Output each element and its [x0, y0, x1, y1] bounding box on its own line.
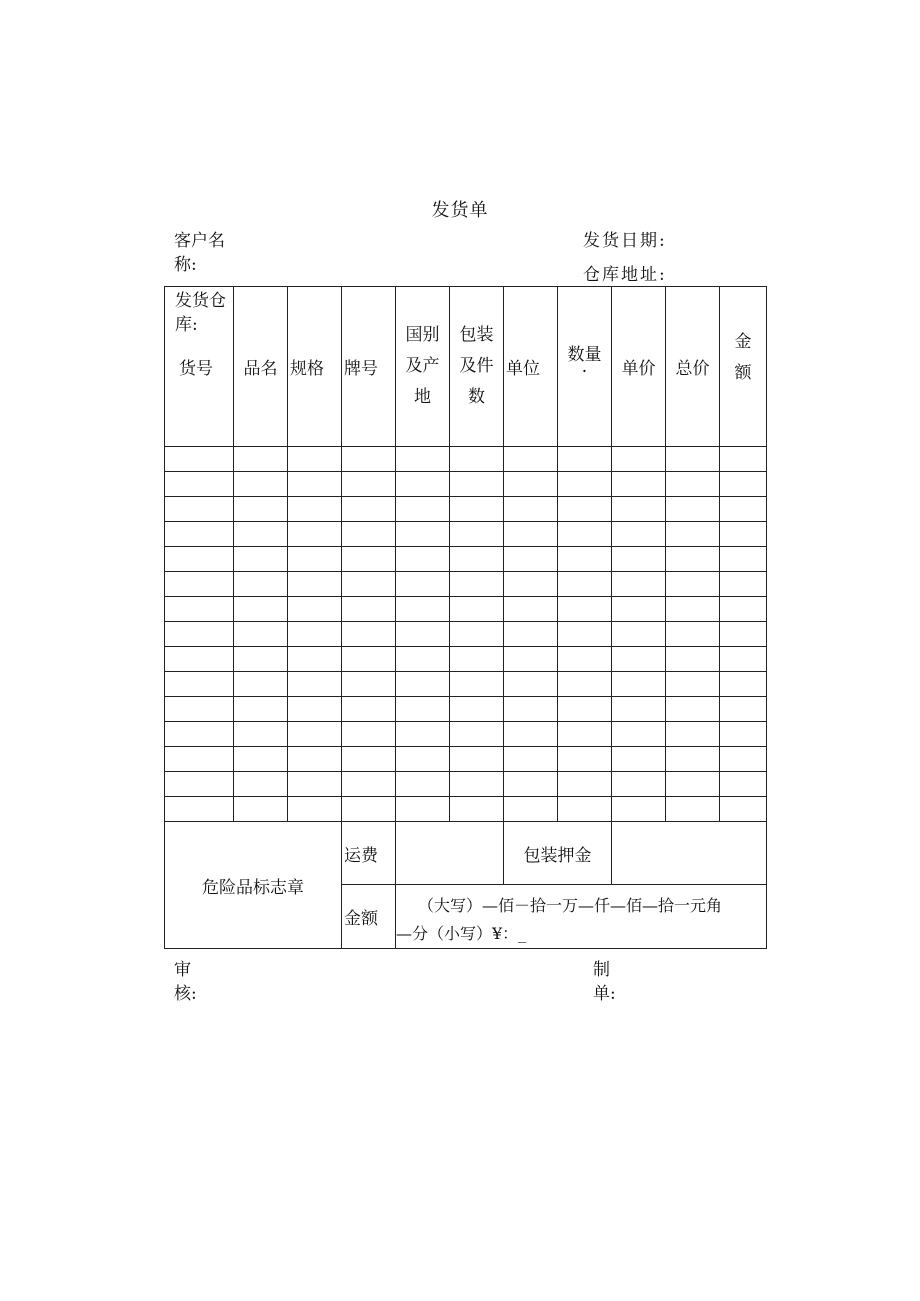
packaging-deposit-label: 包装押金 — [504, 822, 612, 885]
table-cell[interactable] — [396, 722, 450, 747]
table-cell[interactable] — [396, 597, 450, 622]
table-cell[interactable] — [666, 447, 720, 472]
col-origin-line-3: 地 — [414, 387, 431, 407]
table-cell[interactable] — [720, 722, 767, 747]
table-cell[interactable] — [450, 447, 504, 472]
table-cell[interactable] — [666, 747, 720, 772]
amount-label-cell — [342, 885, 396, 949]
table-cell[interactable] — [558, 447, 612, 472]
col-quantity-label: 数量 — [567, 345, 602, 365]
table-cell[interactable] — [234, 547, 288, 572]
table-cell[interactable] — [612, 597, 666, 622]
table-cell[interactable] — [612, 522, 666, 547]
table-cell[interactable] — [165, 597, 234, 622]
table-cell[interactable] — [288, 797, 342, 822]
table-cell[interactable] — [234, 497, 288, 522]
table-cell[interactable] — [165, 747, 234, 772]
table-cell[interactable] — [558, 772, 612, 797]
table-cell[interactable] — [396, 672, 450, 697]
table-cell[interactable] — [288, 747, 342, 772]
table-cell[interactable] — [558, 647, 612, 672]
table-cell[interactable] — [504, 597, 558, 622]
table-cell[interactable] — [504, 522, 558, 547]
col-quantity-mark: · — [581, 362, 588, 382]
col-amount-line-2: 额 — [734, 362, 752, 383]
table-cell[interactable] — [342, 497, 396, 522]
table-cell[interactable] — [396, 797, 450, 822]
table-cell[interactable] — [666, 672, 720, 697]
table-cell[interactable] — [450, 772, 504, 797]
table-cell[interactable] — [288, 472, 342, 497]
table-cell[interactable] — [450, 747, 504, 772]
table-cell[interactable] — [720, 447, 767, 472]
table-row — [165, 522, 767, 547]
table-cell[interactable] — [165, 697, 234, 722]
table-cell[interactable] — [234, 622, 288, 647]
table-cell[interactable] — [342, 647, 396, 672]
table-cell[interactable] — [666, 697, 720, 722]
table-cell[interactable] — [342, 447, 396, 472]
table-cell[interactable] — [558, 572, 612, 597]
col-unit — [504, 287, 558, 447]
table-row — [165, 647, 767, 672]
table-cell[interactable] — [450, 472, 504, 497]
table-cell[interactable] — [165, 722, 234, 747]
table-cell[interactable] — [342, 472, 396, 497]
col-spec-label: 规格 — [290, 359, 324, 379]
table-cell[interactable] — [234, 597, 288, 622]
table-cell[interactable] — [165, 497, 234, 522]
table-row — [165, 497, 767, 522]
table-cell[interactable] — [288, 772, 342, 797]
table-cell[interactable] — [342, 747, 396, 772]
table-cell[interactable] — [396, 622, 450, 647]
freight-label: 运费 — [344, 845, 378, 866]
packaging-deposit-value — [612, 822, 767, 885]
freight-label-cell — [342, 822, 396, 885]
table-cell[interactable] — [558, 597, 612, 622]
table-cell[interactable] — [450, 697, 504, 722]
table-cell[interactable] — [396, 472, 450, 497]
table-cell[interactable] — [288, 697, 342, 722]
col-total-price: 总价 — [666, 287, 720, 447]
table-cell[interactable] — [450, 497, 504, 522]
table-cell[interactable] — [165, 472, 234, 497]
table-cell[interactable] — [165, 522, 234, 547]
amount-words-cell — [396, 885, 767, 949]
table-cell[interactable] — [558, 697, 612, 722]
document-title: 发货单 — [431, 200, 489, 221]
table-cell[interactable] — [720, 572, 767, 597]
table-cell[interactable] — [720, 597, 767, 622]
table-cell[interactable] — [450, 647, 504, 672]
col-amount — [720, 287, 767, 447]
table-cell[interactable] — [396, 447, 450, 472]
col-unit-label: 单位 — [506, 359, 540, 379]
col-brand-label: 牌号 — [344, 359, 378, 379]
table-cell[interactable] — [234, 697, 288, 722]
col-packaging-line-3: 数 — [468, 387, 485, 407]
table-cell[interactable] — [396, 772, 450, 797]
shipment-table — [164, 286, 767, 949]
warehouse-address-label: 仓库地址: — [583, 265, 667, 285]
col-packaging-line-1: 包装 — [459, 325, 494, 345]
table-cell[interactable] — [165, 447, 234, 472]
table-cell[interactable] — [612, 672, 666, 697]
table-row — [165, 547, 767, 572]
table-cell[interactable] — [288, 572, 342, 597]
amount-in-words: （大写）—佰－拾一万—仟—佰—拾一元角 — [418, 896, 723, 915]
table-cell[interactable] — [504, 672, 558, 697]
table-cell[interactable] — [612, 547, 666, 572]
table-cell[interactable] — [720, 472, 767, 497]
table-row — [165, 772, 767, 797]
table-cell[interactable] — [396, 547, 450, 572]
review-label: 审核: — [174, 960, 197, 1004]
table-cell[interactable] — [342, 622, 396, 647]
table-cell[interactable] — [450, 547, 504, 572]
table-cell[interactable] — [234, 472, 288, 497]
table-cell[interactable] — [612, 747, 666, 772]
table-cell[interactable] — [558, 497, 612, 522]
col-brand — [342, 287, 396, 447]
table-cell[interactable] — [612, 772, 666, 797]
table-row — [165, 697, 767, 722]
table-cell[interactable] — [720, 497, 767, 522]
col-origin-line-2: 及产 — [405, 356, 440, 376]
table-cell[interactable] — [504, 722, 558, 747]
table-cell[interactable] — [666, 772, 720, 797]
table-cell[interactable] — [234, 522, 288, 547]
table-cell[interactable] — [720, 522, 767, 547]
table-cell[interactable] — [504, 797, 558, 822]
table-cell[interactable] — [558, 547, 612, 572]
table-cell[interactable] — [612, 497, 666, 522]
table-cell[interactable] — [234, 722, 288, 747]
hazard-stamp-label: 危险品标志章 — [202, 877, 304, 898]
table-cell[interactable] — [288, 522, 342, 547]
table-cell[interactable] — [165, 547, 234, 572]
freight-row — [165, 822, 767, 885]
table-row — [165, 597, 767, 622]
table-cell[interactable] — [450, 597, 504, 622]
table-row — [165, 447, 767, 472]
table-row — [165, 747, 767, 772]
table-cell[interactable] — [558, 472, 612, 497]
table-cell[interactable] — [612, 722, 666, 747]
table-cell[interactable] — [288, 722, 342, 747]
table-cell[interactable] — [612, 622, 666, 647]
table-row — [165, 622, 767, 647]
table-cell[interactable] — [720, 797, 767, 822]
table-cell[interactable] — [288, 647, 342, 672]
table-cell[interactable] — [396, 572, 450, 597]
table-cell[interactable] — [396, 697, 450, 722]
table-cell[interactable] — [666, 572, 720, 597]
table-cell[interactable] — [450, 622, 504, 647]
table-cell[interactable] — [342, 797, 396, 822]
table-cell[interactable] — [342, 572, 396, 597]
table-cell[interactable] — [720, 622, 767, 647]
table-cell[interactable] — [720, 747, 767, 772]
ship-warehouse-label: 发货仓库: — [175, 291, 226, 335]
ship-date-label: 发货日期: — [583, 231, 667, 251]
table-cell[interactable] — [666, 597, 720, 622]
table-cell[interactable] — [720, 647, 767, 672]
table-cell[interactable] — [720, 697, 767, 722]
table-cell[interactable] — [234, 447, 288, 472]
col-product-name: 品名 — [234, 287, 288, 447]
table-cell[interactable] — [720, 547, 767, 572]
table-cell[interactable] — [666, 472, 720, 497]
table-row — [165, 672, 767, 697]
table-cell[interactable] — [450, 672, 504, 697]
table-cell[interactable] — [612, 472, 666, 497]
table-cell[interactable] — [720, 672, 767, 697]
table-cell[interactable] — [504, 447, 558, 472]
table-row — [165, 572, 767, 597]
table-cell[interactable] — [450, 522, 504, 547]
table-cell[interactable] — [342, 697, 396, 722]
customer-name-label: 客户名称: — [174, 231, 225, 275]
amount-label: 金额 — [344, 909, 378, 929]
col-spec — [288, 287, 342, 447]
table-cell[interactable] — [612, 697, 666, 722]
item-no-label: 货号 — [179, 359, 213, 379]
table-cell[interactable] — [342, 672, 396, 697]
table-cell[interactable] — [450, 572, 504, 597]
table-cell[interactable] — [504, 697, 558, 722]
table-cell[interactable] — [234, 647, 288, 672]
table-cell[interactable] — [666, 722, 720, 747]
table-cell[interactable] — [504, 472, 558, 497]
table-cell[interactable] — [612, 447, 666, 472]
table-cell[interactable] — [666, 797, 720, 822]
table-cell[interactable] — [342, 722, 396, 747]
table-cell[interactable] — [342, 522, 396, 547]
table-row — [165, 722, 767, 747]
table-cell[interactable] — [558, 672, 612, 697]
col-packaging-line-2: 及件 — [459, 356, 494, 376]
table-cell[interactable] — [165, 572, 234, 597]
table-cell[interactable] — [612, 572, 666, 597]
table-cell[interactable] — [666, 647, 720, 672]
table-cell[interactable] — [288, 597, 342, 622]
freight-value — [396, 822, 504, 885]
table-cell[interactable] — [558, 747, 612, 772]
table-cell[interactable] — [342, 547, 396, 572]
table-cell[interactable] — [396, 497, 450, 522]
table-cell[interactable] — [288, 547, 342, 572]
table-cell[interactable] — [666, 522, 720, 547]
table-cell[interactable] — [165, 772, 234, 797]
table-cell[interactable] — [504, 497, 558, 522]
table-cell[interactable] — [396, 747, 450, 772]
table-cell[interactable] — [612, 647, 666, 672]
table-cell[interactable] — [234, 772, 288, 797]
table-cell[interactable] — [234, 672, 288, 697]
table-cell[interactable] — [450, 797, 504, 822]
table-cell[interactable] — [234, 797, 288, 822]
header-row — [165, 287, 767, 447]
table-cell[interactable] — [396, 647, 450, 672]
table-cell[interactable] — [288, 672, 342, 697]
table-cell[interactable] — [558, 722, 612, 747]
table-cell[interactable] — [234, 572, 288, 597]
table-cell[interactable] — [165, 797, 234, 822]
table-cell[interactable] — [450, 722, 504, 747]
table-cell[interactable] — [504, 772, 558, 797]
table-cell[interactable] — [504, 547, 558, 572]
table-cell[interactable] — [666, 547, 720, 572]
table-cell[interactable] — [666, 622, 720, 647]
col-origin-line-1: 国别 — [405, 325, 440, 345]
table-row — [165, 472, 767, 497]
col-quantity — [558, 287, 612, 447]
table-cell[interactable] — [504, 622, 558, 647]
table-cell[interactable] — [234, 747, 288, 772]
table-cell[interactable] — [288, 497, 342, 522]
table-cell[interactable] — [396, 522, 450, 547]
table-cell[interactable] — [558, 622, 612, 647]
table-cell[interactable] — [288, 622, 342, 647]
table-cell[interactable] — [720, 772, 767, 797]
hazard-stamp-cell — [165, 822, 342, 949]
table-row — [165, 797, 767, 822]
warehouse-item-no-header — [165, 287, 234, 447]
col-unit-price: 单价 — [612, 287, 666, 447]
prepared-by-label: 制单: — [593, 960, 616, 1004]
table-cell[interactable] — [288, 447, 342, 472]
table-cell[interactable] — [504, 747, 558, 772]
table-cell[interactable] — [342, 772, 396, 797]
col-origin — [396, 287, 450, 447]
amount-in-figures: —分（小写）¥：_ — [396, 924, 527, 943]
table-cell[interactable] — [165, 647, 234, 672]
table-cell[interactable] — [612, 797, 666, 822]
table-cell[interactable] — [558, 522, 612, 547]
table-cell[interactable] — [165, 622, 234, 647]
table-cell[interactable] — [558, 797, 612, 822]
table-cell[interactable] — [165, 672, 234, 697]
table-cell[interactable] — [342, 597, 396, 622]
col-amount-line-1: 金 — [734, 331, 752, 352]
col-packaging — [450, 287, 504, 447]
table-cell[interactable] — [504, 572, 558, 597]
table-cell[interactable] — [666, 497, 720, 522]
table-cell[interactable] — [504, 647, 558, 672]
